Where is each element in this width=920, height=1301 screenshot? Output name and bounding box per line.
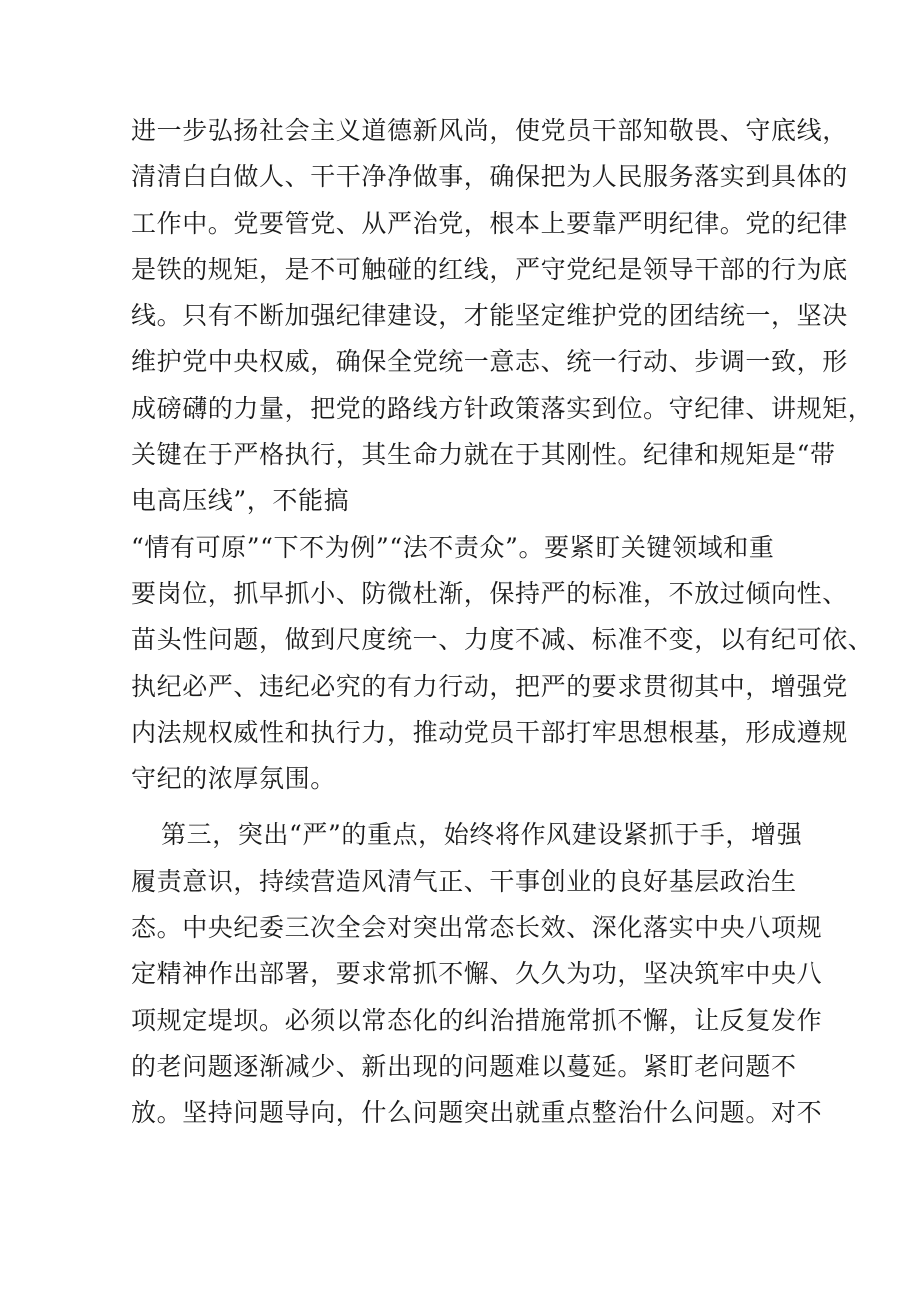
- text-line: 履责意识，持续营造风清气正、干事创业的良好基层政治生: [131, 866, 797, 896]
- text-line: 执纪必严、违纪必究的有力行动，把严的要求贯彻其中，增强党: [131, 671, 848, 701]
- text-line: 项规定堤坝。必须以常态化的纠治措施常抓不懈，让反复发作: [131, 1005, 823, 1035]
- text-line: 成磅礴的力量，把党的路线方针政策落实到位。守纪律、讲规矩，: [131, 393, 874, 423]
- body-text: [131, 108, 874, 1137]
- paragraph-gap: [131, 802, 791, 812]
- text-line: 清清白白做人、干干净净做事，确保把为人民服务落实到具体的: [131, 162, 848, 192]
- text-line: “情有可原”“下不为例”“法不责众”。要紧盯关键领域和重: [131, 532, 775, 562]
- text-line: 守纪的浓厚氛围。: [131, 764, 336, 794]
- paragraph-1: [131, 108, 874, 802]
- text-line: 电高压线”，不能搞: [131, 486, 350, 516]
- text-line: 进一步弘扬社会主义道德新风尚，使党员干部知敬畏、守底线，: [131, 116, 848, 145]
- text-line: 关键在于严格执行，其生命力就在于其刚性。纪律和规矩是“带: [131, 440, 836, 470]
- paragraph-2: [131, 812, 823, 1136]
- text-line: 要岗位，抓早抓小、防微杜渐，保持严的标准，不放过倾向性、: [131, 578, 848, 608]
- text-line: 内法规权威性和执行力，推动党员干部打牢思想根基，形成遵规: [131, 717, 848, 747]
- text-line: 定精神作出部署，要求常抓不懈、久久为功，坚决筑牢中央八: [131, 959, 823, 989]
- text-line: 是铁的规矩，是不可触碰的红线，严守党纪是领导干部的行为底: [131, 254, 848, 284]
- text-line: 线。只有不断加强纪律建设，才能坚定维护党的团结统一，坚决: [131, 301, 848, 331]
- text-line: 第三，突出“严”的重点，始终将作风建设紧抓于手，增强: [161, 820, 803, 850]
- text-line: 态。中央纪委三次全会对突出常态长效、深化落实中央八项规: [131, 913, 823, 943]
- text-line: 的老问题逐渐减少、新出现的问题难以蔓延。紧盯老问题不: [131, 1051, 797, 1081]
- text-line: 维护党中央权威，确保全党统一意志、统一行动、步调一致，形: [131, 347, 848, 377]
- text-line: 苗头性问题，做到尺度统一、力度不减、标准不变，以有纪可依、: [131, 625, 874, 655]
- text-line: 工作中。党要管党、从严治党，根本上要靠严明纪律。党的纪律: [131, 208, 848, 238]
- text-line: 放。坚持问题导向，什么问题突出就重点整治什么问题。对不: [131, 1098, 823, 1128]
